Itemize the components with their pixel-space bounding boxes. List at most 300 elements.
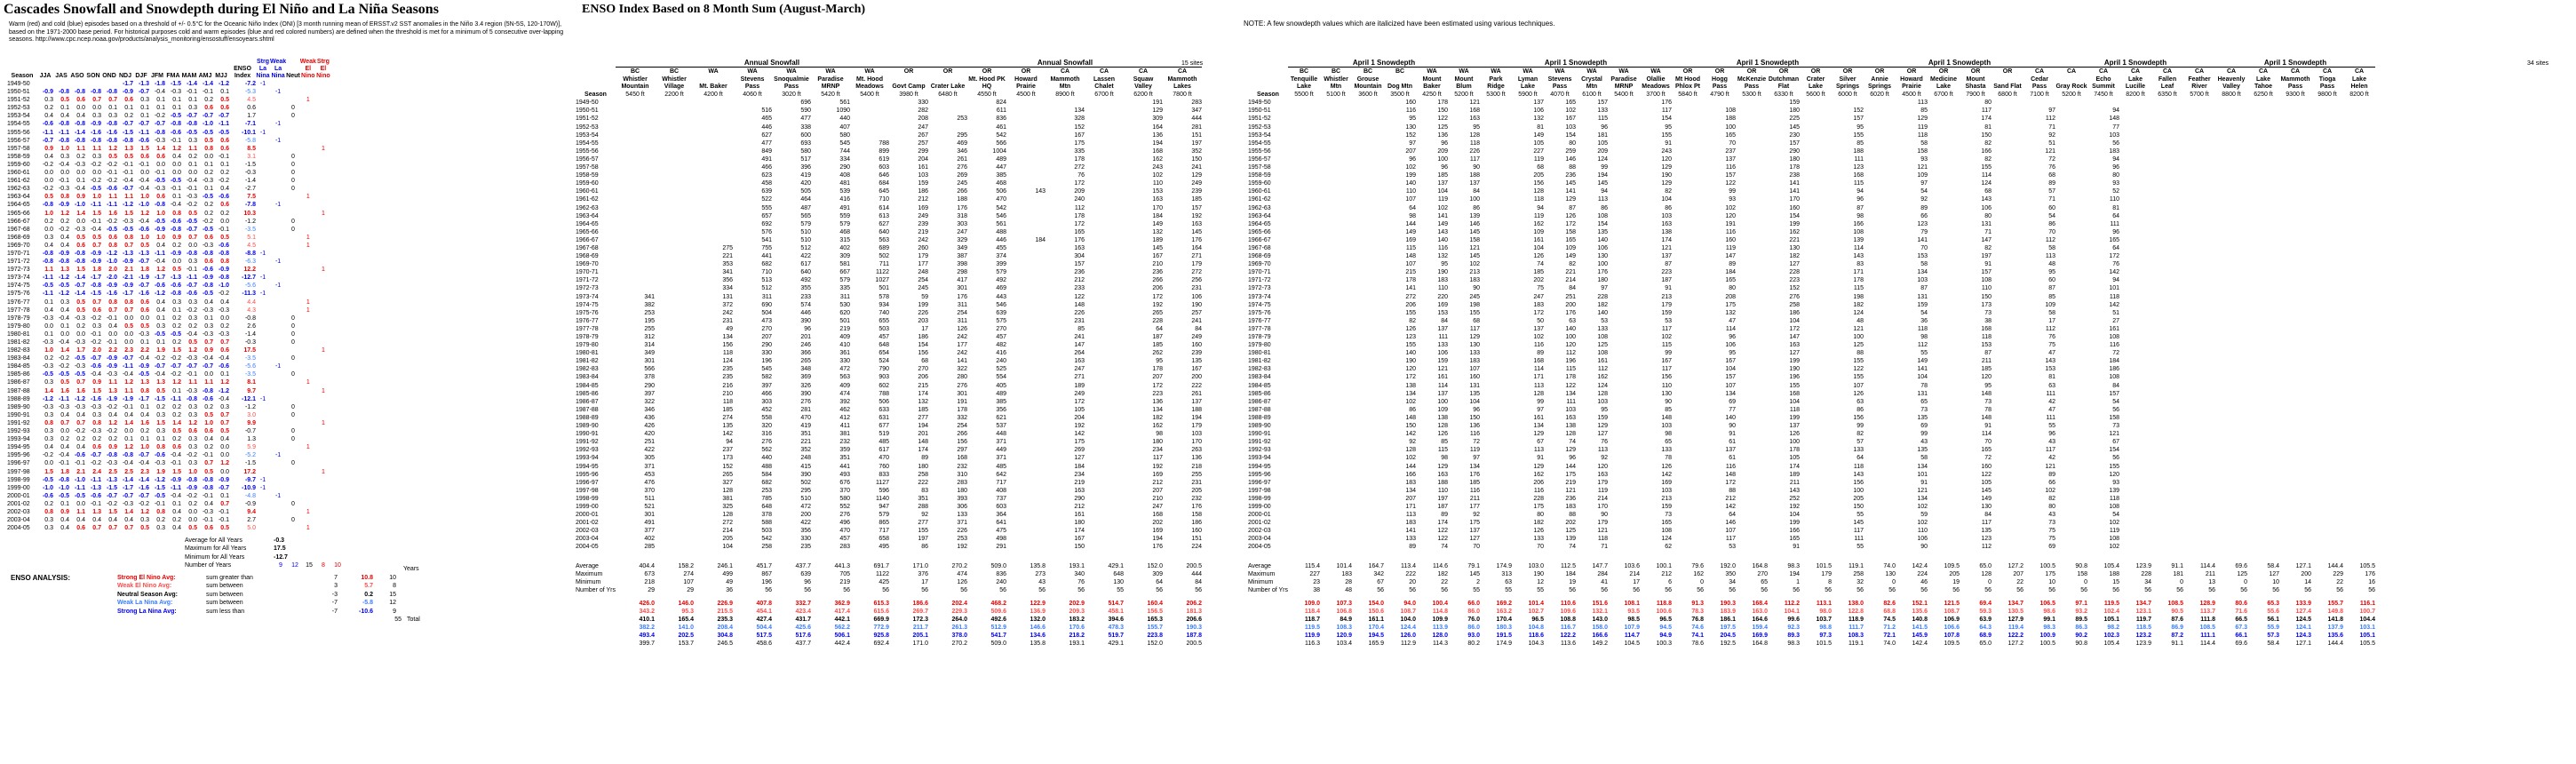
snowfall-stat-row: [576, 578, 1202, 586]
snowdepth-analysis-value: 190.3: [1720, 600, 1736, 607]
snowdepth-value-cell: [1672, 414, 1704, 422]
enso-value-cell: 0.9: [108, 444, 117, 451]
snowfall-value-cell: 617: [800, 261, 811, 268]
enso-value-cell: -0.4: [138, 218, 149, 225]
enso-value-cell: [256, 96, 270, 104]
snowdepth-value-cell: [2151, 212, 2183, 220]
snowfall-elevation: 5400 ft: [860, 92, 879, 99]
snowdepth-state-cell: CA: [2194, 68, 2205, 76]
snowdepth-value-cell: 121: [1853, 325, 1864, 332]
snowdepth-value-cell: 183: [1405, 479, 1416, 486]
snowdepth-value-cell: [1608, 123, 1640, 131]
snowdepth-site-name: Lake Lucille: [2125, 76, 2146, 91]
snowdepth-state-cell: OR: [1874, 68, 1885, 76]
snowdepth-value-cell: [1992, 99, 2023, 107]
snowdepth-total-value: 127.1: [2295, 641, 2311, 648]
snowdepth-site-name: Mount Shasta: [1965, 76, 1986, 91]
snowfall-value-cell: 178: [957, 406, 967, 413]
snowdepth-value-cell: [1800, 131, 1832, 139]
snowfall-value-cell: 205: [1191, 487, 1202, 494]
snowfall-value-cell: 276: [800, 398, 811, 405]
snowdepth-row: [1248, 195, 2375, 203]
snowfall-value-cell: 511: [644, 495, 655, 502]
snowfall-value-cell: [655, 276, 694, 284]
enso-value-cell: 1.6: [76, 387, 85, 394]
snowdepth-value-cell: 64: [2112, 244, 2119, 251]
enso-value-cell: -0.5: [202, 290, 213, 298]
snowdepth-value-cell: 118: [1469, 139, 1480, 147]
snowdepth-value-cell: [1320, 115, 1352, 123]
enso-value-cell: 1.8: [60, 468, 69, 475]
season-cell: 1975-76: [1248, 309, 1271, 316]
enso-value-cell: [256, 338, 270, 346]
enso-value-cell: 0.4: [60, 411, 69, 418]
snowdepth-value-cell: [2215, 382, 2247, 390]
snowfall-stat-value: 130: [1113, 578, 1124, 585]
enso-value-cell: -0.8: [106, 137, 117, 144]
snowfall-value-cell: 1090: [836, 107, 850, 115]
enso-value-cell: [256, 177, 270, 185]
snowfall-value-cell: 270: [761, 325, 772, 332]
snowdepth-analysis-value: 104.1: [1784, 609, 1800, 615]
enso-value-cell: 0.4: [44, 444, 53, 451]
enso-row: [7, 266, 330, 274]
snowdepth-total-value: 165.9: [1368, 641, 1384, 648]
snowdepth-value-cell: [2119, 463, 2151, 471]
snowdepth-stat-value: 2: [1476, 578, 1480, 585]
snowdepth-value-cell: [2151, 487, 2183, 495]
enso-value-cell: 0.2: [44, 355, 53, 362]
snowdepth-site-name: Lyman Lake: [1517, 76, 1538, 91]
enso-value-cell: -0.6: [42, 121, 53, 128]
snowdepth-value-cell: [1736, 511, 1768, 519]
snowfall-value-cell: 309: [839, 253, 850, 260]
snowdepth-value-cell: 141: [1789, 188, 1800, 195]
snowfall-value-cell: 468: [996, 180, 1006, 187]
snowfall-value-cell: 639: [761, 188, 772, 195]
snowdepth-value-cell: [2343, 487, 2375, 495]
enso-row: [7, 443, 330, 451]
snowdepth-value-cell: [1352, 252, 1384, 260]
enso-value-cell: [85, 80, 101, 88]
snowdepth-value-cell: 121: [1597, 528, 1608, 535]
enso-value-cell: [270, 419, 286, 427]
snowfall-analysis-value: 136.9: [1030, 609, 1046, 615]
enso-value-cell: 0.4: [124, 517, 133, 524]
enso-value-cell: 0.3: [188, 137, 197, 144]
snowfall-value-cell: 207: [761, 334, 772, 340]
season-cell: 1961-62: [1248, 196, 1271, 203]
snowdepth-site-name: Park Ridge: [1487, 76, 1505, 91]
snowdepth-value-cell: [1800, 543, 1832, 551]
snowfall-value-cell: [850, 123, 889, 131]
snowfall-value-cell: 519: [879, 431, 889, 438]
snowdepth-value-cell: [1608, 406, 1640, 414]
snowfall-value-cell: 717: [879, 528, 889, 535]
snowfall-value-cell: 330: [761, 350, 772, 357]
enso-count-value: 15: [306, 562, 313, 569]
season-cell: 1997-98: [7, 468, 30, 475]
enso-value-cell: -1.2: [58, 275, 69, 282]
snowdepth-value-cell: [2247, 268, 2279, 276]
snowdepth-value-cell: 175: [1469, 520, 1480, 527]
enso-value-cell: 0.3: [60, 298, 69, 306]
snowdepth-stat-value: 56: [2112, 586, 2119, 593]
snowfall-value-cell: 189: [1074, 382, 1085, 389]
snowdepth-value-cell: [2183, 487, 2215, 495]
snowfall-value-cell: 440: [761, 455, 772, 462]
snowfall-value-cell: [616, 131, 655, 139]
snowdepth-value-cell: [1608, 373, 1640, 381]
snowfall-value-cell: 145: [1152, 244, 1163, 251]
snowfall-analysis-value: 205.1: [912, 633, 928, 640]
snowdepth-value-cell: [1736, 390, 1768, 398]
snowdepth-value-cell: [1992, 204, 2023, 212]
snowdepth-value-cell: 104: [1661, 196, 1672, 203]
snowdepth-value-cell: [2183, 454, 2215, 462]
snowdepth-value-cell: [2119, 220, 2151, 228]
snowfall-value-cell: 235: [722, 366, 733, 373]
snowfall-value-cell: [655, 195, 694, 203]
snowdepth-analysis-value: 93.5: [1627, 609, 1640, 615]
snowdepth-value-cell: 154: [1661, 115, 1672, 123]
enso-row: [7, 322, 330, 330]
enso-value-cell: 1.5: [92, 387, 101, 394]
enso-value-cell: 1.0: [44, 210, 53, 217]
enso-value-cell: [270, 346, 286, 354]
snowdepth-value-cell: 133: [1469, 350, 1480, 357]
enso-value-cell: 0.3: [188, 460, 197, 467]
snowdepth-value-cell: 137: [1789, 423, 1800, 430]
enso-value-cell: 0.4: [220, 436, 229, 443]
enso-value-cell: -0.2: [90, 161, 101, 168]
snowdepth-stat-value: 119.1: [1849, 562, 1864, 569]
snowdepth-value-cell: [1320, 212, 1352, 220]
snowfall-value-cell: [1085, 155, 1124, 163]
snowfall-value-cell: [655, 446, 694, 454]
enso-value-cell: 0.7: [188, 234, 197, 241]
snowdepth-analysis-value: 93.0: [1467, 633, 1480, 640]
enso-value-cell: -1.7: [122, 484, 133, 491]
snowdepth-value-cell: [1864, 333, 1896, 341]
enso-value-cell: -0.1: [122, 403, 133, 410]
snowfall-row: [576, 479, 1202, 487]
snowdepth-analysis-value: 66.0: [1467, 600, 1480, 607]
season-cell: 1980-81: [7, 330, 30, 338]
snowdepth-analysis-value: 168.4: [1752, 600, 1768, 607]
enso-value-cell: 0.1: [156, 97, 165, 104]
analysis-avg: -5.8: [362, 600, 373, 607]
enso-value-cell: 0.3: [44, 97, 53, 104]
enso-value-cell: 1.2: [60, 210, 69, 217]
enso-value-cell: 0.0: [172, 259, 181, 266]
snowdepth-value-cell: [2311, 115, 2343, 123]
snowfall-total-value: 692.4: [873, 641, 889, 648]
snowdepth-analysis-value: 122.2: [2008, 633, 2023, 640]
snowdepth-value-cell: 92: [2048, 131, 2055, 139]
snowfall-value-cell: 346: [644, 406, 655, 413]
snowfall-stat-value: 55: [1117, 586, 1124, 593]
snowdepth-value-cell: [1992, 414, 2023, 422]
enso-value-cell: -0.7: [74, 283, 85, 290]
snowfall-value-cell: 269: [1074, 447, 1085, 454]
enso-value-cell: [256, 427, 270, 435]
snowfall-value-cell: [616, 147, 655, 155]
snowdepth-value-cell: [1864, 430, 1896, 438]
enso-header-cell: JJA: [39, 73, 52, 79]
snowdepth-value-cell: [2119, 471, 2151, 479]
snowdepth-value-cell: 165: [2109, 236, 2119, 243]
enso-value-cell: -0.2: [170, 371, 181, 378]
snowdepth-value-cell: 113: [1597, 196, 1608, 203]
snowfall-value-cell: [694, 163, 733, 171]
snowdepth-value-cell: 202: [1565, 520, 1576, 527]
snowfall-value-cell: 371: [957, 520, 967, 527]
snowdepth-value-cell: [1864, 446, 1896, 454]
snowdepth-value-cell: 91: [1984, 261, 1992, 268]
enso-value-cell: 0.7: [204, 339, 213, 346]
snowdepth-elevation: 6800 ft: [1998, 92, 2017, 99]
snowdepth-value-cell: 103: [1661, 212, 1672, 219]
snowdepth-value-cell: 186: [2109, 366, 2119, 373]
snowdepth-value-cell: [1480, 155, 1512, 163]
snowdepth-value-cell: 143: [1437, 228, 1448, 235]
snowdepth-value-cell: [1928, 147, 1960, 155]
enso-value-cell: 1: [306, 306, 310, 314]
snowdepth-value-cell: 103: [1565, 123, 1576, 131]
snowdepth-value-cell: [2183, 212, 2215, 220]
snowdepth-value-cell: 36: [1920, 317, 1928, 324]
snowdepth-value-cell: [2247, 131, 2279, 139]
enso-value-cell: 1.5: [108, 508, 117, 515]
snowdepth-value-cell: 172: [1405, 374, 1416, 381]
snowdepth-stat-value: 14: [2304, 578, 2311, 585]
snowdepth-state-cell: OR: [1938, 68, 1949, 76]
enso-value-cell: -0.3: [138, 330, 149, 338]
snowfall-value-cell: 231: [1191, 285, 1202, 292]
snowdepth-row: [1248, 430, 2375, 438]
enso-value-cell: 1.1: [76, 508, 85, 515]
snowfall-value-cell: 232: [1191, 495, 1202, 502]
enso-row: [7, 362, 330, 370]
enso-value-cell: [300, 387, 316, 395]
snowdepth-stat-value: 0: [1892, 578, 1896, 585]
snowfall-analysis-value: 512.9: [990, 625, 1006, 632]
snowdepth-stat-value: 56: [1569, 586, 1576, 593]
snowdepth-value-cell: 202: [1533, 277, 1544, 284]
snowfall-value-cell: 266: [957, 431, 967, 438]
snowfall-value-cell: [1006, 414, 1046, 422]
snowdepth-value-cell: [1800, 107, 1832, 115]
enso-value-cell: [286, 346, 300, 354]
snowdepth-analysis-value: 111.7: [1849, 625, 1864, 632]
snowdepth-value-cell: [1800, 373, 1832, 381]
snowfall-analysis-value: 378.0: [951, 633, 967, 640]
enso-value-cell: 0.6: [220, 105, 229, 112]
snowdepth-stat-row: [1248, 570, 2375, 578]
snowfall-value-cell: 334: [722, 285, 733, 292]
season-cell: 1962-63: [576, 204, 599, 211]
enso-value-cell: [270, 274, 286, 282]
season-cell: 1995-96: [1248, 471, 1271, 478]
enso-value-cell: -0.2: [218, 290, 229, 298]
snowdepth-value-cell: [1736, 236, 1768, 244]
snowdepth-value-cell: 80: [1984, 99, 1992, 107]
snowfall-analysis-value: 156.5: [1147, 609, 1163, 615]
snowdepth-stat-value: 100.1: [1656, 562, 1672, 569]
snowdepth-value-cell: [2311, 454, 2343, 462]
snowdepth-value-cell: [2119, 309, 2151, 317]
snowdepth-value-cell: [2119, 301, 2151, 309]
snowfall-analysis-value: 478.3: [1108, 625, 1124, 632]
snowdepth-value-cell: 96: [2112, 164, 2119, 171]
enso-value-cell: -0.4: [154, 89, 165, 96]
snowdepth-value-cell: 95: [1665, 123, 1672, 131]
snowdepth-elevation: 5600 ft: [1806, 92, 1825, 99]
snowdepth-analysis-value: 124.3: [2295, 633, 2311, 640]
snowdepth-value-cell: [1800, 268, 1832, 276]
snowfall-value-cell: 297: [957, 447, 967, 454]
snowdepth-value-cell: 89: [2048, 180, 2055, 187]
snowfall-value-cell: 330: [918, 99, 928, 107]
enso-value-cell: -0.8: [74, 89, 85, 96]
snowfall-value-cell: 168: [1152, 512, 1163, 519]
enso-value-cell: [300, 330, 316, 338]
enso-value-cell: [270, 500, 286, 508]
snowfall-value-cell: 239: [1191, 188, 1202, 195]
snowdepth-total-value: 119.1: [1849, 641, 1864, 648]
snowdepth-value-cell: 86: [1473, 204, 1480, 211]
enso-value-cell: [256, 370, 270, 378]
snowfall-value-cell: [1085, 382, 1124, 390]
snowdepth-value-cell: 142: [1405, 431, 1416, 438]
snowdepth-value-cell: 132: [1533, 115, 1544, 123]
snowdepth-value-cell: [1864, 422, 1896, 430]
snowfall-value-cell: [1085, 301, 1124, 309]
snowdepth-value-cell: 57: [2048, 188, 2055, 195]
enso-row: [7, 290, 330, 298]
analysis-condition: sum between: [206, 600, 243, 607]
snowdepth-value-cell: 103: [1597, 398, 1608, 405]
enso-value-cell: -0.8: [42, 259, 53, 266]
snowdepth-value-cell: [2183, 390, 2215, 398]
enso-value-cell: 0.3: [188, 314, 197, 322]
enso-value-cell: 0.4: [60, 234, 69, 241]
snowdepth-value-cell: 78: [1984, 406, 1992, 413]
snowdepth-value-cell: 108: [1981, 277, 1992, 284]
enso-value-cell: -1.2: [244, 218, 256, 225]
snowfall-value-cell: 254: [918, 277, 928, 284]
snowdepth-value-cell: [1800, 163, 1832, 171]
snowfall-stat-value: 509.0: [990, 562, 1006, 569]
enso-value-cell: [300, 370, 316, 378]
snowdepth-value-cell: [2311, 139, 2343, 147]
snowdepth-value-cell: 134: [1533, 423, 1544, 430]
snowfall-value-cell: 261: [1191, 390, 1202, 397]
snowfall-value-cell: 461: [996, 123, 1006, 131]
snowdepth-value-cell: 180: [1789, 107, 1800, 115]
snowfall-value-cell: 315: [839, 236, 850, 243]
snowfall-value-cell: [1006, 139, 1046, 147]
snowfall-row: [576, 535, 1202, 543]
snowdepth-row: [1248, 204, 2375, 212]
enso-value-cell: -0.1: [218, 517, 229, 524]
snowfall-value-cell: 1004: [992, 147, 1006, 155]
snowdepth-value-cell: 170: [1597, 503, 1608, 510]
snowfall-row: [576, 487, 1202, 495]
enso-value-cell: 0.2: [172, 322, 181, 330]
snowfall-value-cell: 788: [879, 390, 889, 397]
enso-value-cell: -0.5: [202, 129, 213, 136]
snowdepth-row: [1248, 187, 2375, 195]
snowdepth-value-cell: 129: [1597, 423, 1608, 430]
snowdepth-value-cell: [1736, 325, 1768, 333]
snowfall-analysis-value: 304.8: [717, 633, 733, 640]
snowfall-value-cell: 372: [722, 301, 733, 308]
snowdepth-stat-value: 100.5: [2039, 562, 2055, 569]
snowdepth-value-cell: 52: [2112, 188, 2119, 195]
snowfall-value-cell: 488: [996, 228, 1006, 235]
snowdepth-value-cell: [1288, 430, 1320, 438]
snowdepth-analysis-value: 82.6: [1883, 600, 1896, 607]
snowdepth-value-cell: [2247, 373, 2279, 381]
snowdepth-value-cell: [1800, 511, 1832, 519]
snowfall-value-cell: 158: [1191, 512, 1202, 519]
snowdepth-value-cell: 110: [1437, 285, 1448, 292]
enso-value-cell: -0.4: [154, 371, 165, 378]
snowdepth-value-cell: 140: [1405, 350, 1416, 357]
enso-header-cell: ASO: [70, 73, 84, 79]
snowdepth-value-cell: [2247, 495, 2279, 503]
enso-value-cell: -0.8: [106, 121, 117, 128]
season-cell: 1966-67: [576, 236, 599, 243]
snowdepth-analysis-value: 104.8: [1528, 625, 1544, 632]
enso-value-cell: -1.2: [58, 290, 69, 298]
snowdepth-value-cell: 103: [1661, 487, 1672, 494]
enso-value-cell: [300, 145, 316, 153]
snowdepth-value-cell: [1352, 317, 1384, 325]
snowfall-value-cell: 233: [800, 293, 811, 300]
snowdepth-value-cell: [2311, 422, 2343, 430]
enso-value-cell: [316, 500, 330, 508]
snowfall-value-cell: 408: [839, 172, 850, 179]
enso-value-cell: -0.5: [154, 218, 165, 225]
snowfall-total-value: 193.1: [1069, 641, 1085, 648]
season-cell: 1949-50: [7, 81, 30, 87]
snowdepth-value-cell: 183: [1533, 301, 1544, 308]
enso-value-cell: -1.1: [218, 121, 229, 128]
snowfall-analysis-value: 442.1: [834, 617, 850, 624]
enso-value-cell: 0.1: [124, 105, 133, 112]
snowdepth-value-cell: [2279, 115, 2311, 123]
enso-value-cell: [316, 508, 330, 516]
snowdepth-value-cell: 104: [1437, 188, 1448, 195]
snowdepth-site-name: Feather River: [2188, 76, 2211, 91]
snowfall-total-value: 270.2: [951, 641, 967, 648]
snowdepth-value-cell: [2183, 115, 2215, 123]
snowdepth-value-cell: [2311, 487, 2343, 495]
enso-value-cell: 0.7: [108, 97, 117, 104]
snowfall-value-cell: 210: [722, 390, 733, 397]
snowdepth-value-cell: [2151, 260, 2183, 268]
snowdepth-value-cell: [2311, 438, 2343, 446]
snowfall-value-cell: 530: [839, 301, 850, 308]
enso-value-cell: 1.5: [76, 267, 85, 274]
snowfall-value-cell: 326: [800, 382, 811, 389]
enso-value-cell: 1.4: [124, 508, 133, 515]
snowdepth-value-cell: [1480, 543, 1512, 551]
snowdepth-value-cell: [1320, 107, 1352, 115]
